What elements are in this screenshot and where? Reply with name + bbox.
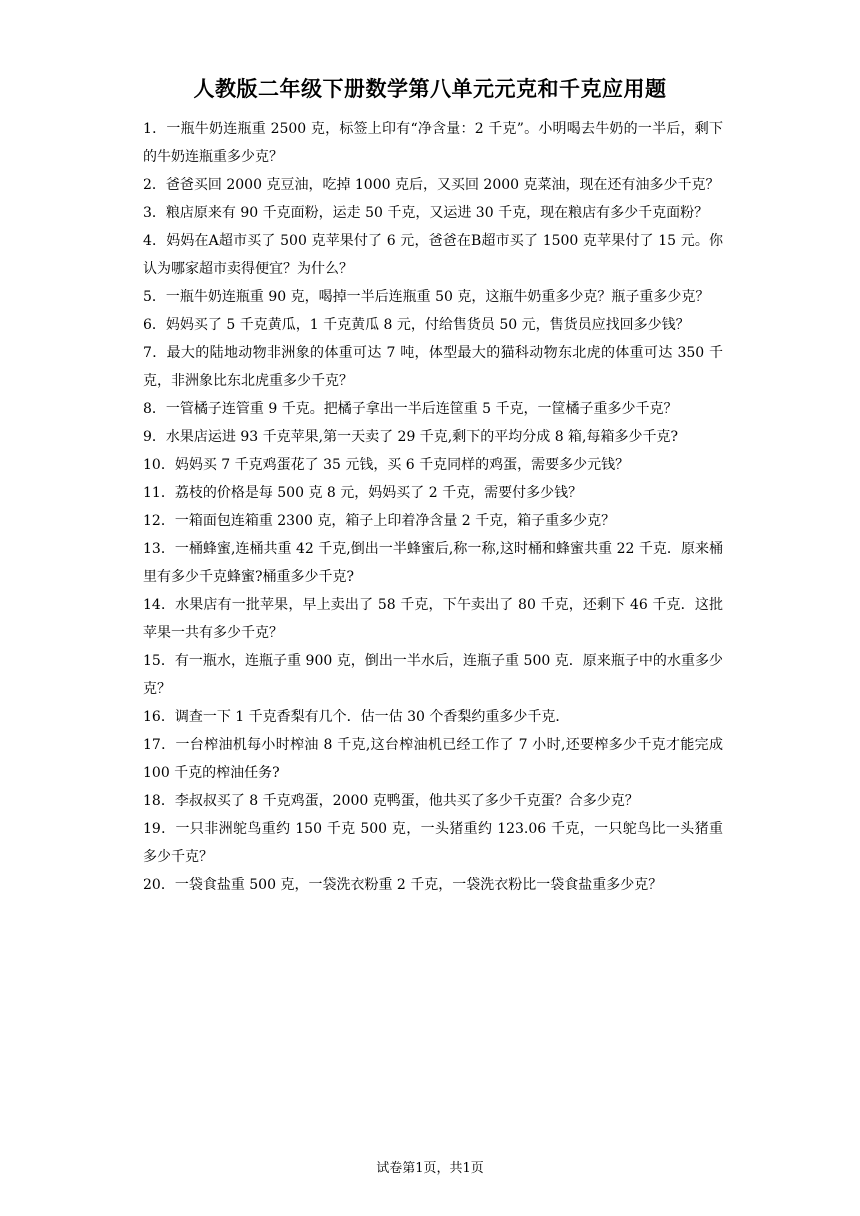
question-number: 4． bbox=[143, 233, 167, 249]
question-text: 李叔叔买了 8 千克鸡蛋，2000 克鸭蛋，他共买了多少千克蛋？合多少克？ bbox=[174, 793, 639, 809]
question-number: 16． bbox=[143, 709, 175, 725]
question-item bbox=[143, 395, 723, 423]
question-item bbox=[143, 451, 723, 479]
question-text: 水果店有一批苹果，早上卖出了 58 千克，下午卖出了 80 千克，还剩下 46 千克．这批苹果一共有多少千克？ bbox=[143, 597, 723, 641]
question-item bbox=[143, 815, 723, 871]
question-item bbox=[143, 787, 723, 815]
question-text: 调查一下 1 千克香梨有几个．估一估 30 个香梨约重多少千克． bbox=[174, 709, 570, 725]
question-item bbox=[143, 171, 723, 199]
page-footer: 试卷第1页，共1页 bbox=[376, 1161, 484, 1176]
question-number: 19． bbox=[143, 821, 176, 837]
question-text: 一桶蜂蜜,连桶共重 42 千克,倒出一半蜂蜜后,称一称,这时桶和蜂蜜共重 22 千克．原来桶里有多少千克蜂蜜?桶重多少千克? bbox=[143, 541, 723, 585]
question-text: 粮店原来有 90 千克面粉，运走 50 千克，又运进 30 千克，现在粮店有多少千克面粉？ bbox=[165, 205, 709, 221]
question-item bbox=[143, 591, 723, 647]
document-title: 人教版二年级下册数学第八单元元克和千克应用题 bbox=[193, 77, 667, 101]
question-item bbox=[143, 731, 723, 787]
question-item bbox=[143, 227, 723, 283]
question-text: 一箱面包连箱重 2300 克，箱子上印着净含量 2 千克，箱子重多少克？ bbox=[174, 513, 616, 529]
question-text: 一袋食盐重 500 克，一袋洗衣粉重 2 千克，一袋洗衣粉比一袋食盐重多少克？ bbox=[174, 877, 663, 893]
question-number: 12． bbox=[143, 513, 175, 529]
question-text: 妈妈买了 5 千克黄瓜，1 千克黄瓜 8 元，付给售货员 50 元，售货员应找回多少钱？ bbox=[165, 317, 690, 333]
question-number: 18． bbox=[143, 793, 175, 809]
question-number: 5． bbox=[143, 289, 166, 305]
question-number: 13． bbox=[143, 541, 175, 557]
question-number: 11． bbox=[143, 485, 175, 501]
question-number: 6． bbox=[143, 317, 166, 333]
question-number: 9． bbox=[143, 429, 166, 445]
question-number: 1． bbox=[143, 121, 167, 137]
question-item bbox=[143, 199, 723, 227]
question-number: 14． bbox=[143, 597, 176, 613]
question-text: 妈妈在A超市买了 500 克苹果付了 6 元，爸爸在B超市买了 1500 克苹果付了 15 元。你认为哪家超市卖得便宜？为什么？ bbox=[143, 233, 723, 277]
question-item bbox=[143, 283, 723, 311]
question-text: 水果店运进 93 千克苹果,第一天卖了 29 千克,剩下的平均分成 8 箱,每箱多少千克? bbox=[165, 429, 679, 445]
question-item bbox=[143, 339, 723, 395]
question-text: 一瓶牛奶连瓶重 2500 克，标签上印有“净含量：2 千克”。小明喝去牛奶的一半后，剩下的牛奶连瓶重多少克？ bbox=[143, 121, 723, 165]
question-text: 荔枝的价格是每 500 克 8 元，妈妈买了 2 千克，需要付多少钱？ bbox=[174, 485, 583, 501]
question-number: 15． bbox=[143, 653, 175, 669]
question-number: 17． bbox=[143, 737, 176, 753]
question-item bbox=[143, 311, 723, 339]
question-number: 2． bbox=[143, 177, 166, 193]
question-number: 3． bbox=[143, 205, 166, 221]
question-item bbox=[143, 647, 723, 703]
question-item bbox=[143, 479, 723, 507]
question-text: 一管橘子连管重 9 千克。把橘子拿出一半后连筐重 5 千克，一筐橘子重多少千克？ bbox=[165, 401, 678, 417]
question-item bbox=[143, 871, 723, 899]
question-text: 妈妈买 7 千克鸡蛋花了 35 元钱，买 6 千克同样的鸡蛋，需要多少元钱？ bbox=[174, 457, 630, 473]
question-item bbox=[143, 535, 723, 591]
question-text: 一台榨油机每小时榨油 8 千克,这台榨油机已经工作了 7 小时,还要榨多少千克才能完成 100 千克的榨油任务? bbox=[143, 737, 723, 781]
question-text: 最大的陆地动物非洲象的体重可达 7 吨，体型最大的猫科动物东北虎的体重可达 350 千克，非洲象比东北虎重多少千克？ bbox=[143, 345, 723, 389]
question-number: 8． bbox=[143, 401, 166, 417]
question-text: 一只非洲鸵鸟重约 150 千克 500 克，一头猪重约 123.06 千克，一只鸵鸟比一头猪重多少千克？ bbox=[143, 821, 723, 865]
question-item bbox=[143, 115, 723, 171]
question-item bbox=[143, 703, 723, 731]
question-number: 10． bbox=[143, 457, 175, 473]
question-item bbox=[143, 507, 723, 535]
question-number: 7． bbox=[143, 345, 167, 361]
question-item bbox=[143, 423, 723, 451]
question-text: 一瓶牛奶连瓶重 90 克，喝掉一半后连瓶重 50 克，这瓶牛奶重多少克？瓶子重多少克？ bbox=[165, 289, 710, 305]
question-list bbox=[143, 115, 723, 899]
question-number: 20． bbox=[143, 877, 175, 893]
question-text: 爸爸买回 2000 克豆油，吃掉 1000 克后，又买回 2000 克菜油，现在还有油多少千克？ bbox=[165, 177, 720, 193]
question-text: 有一瓶水，连瓶子重 900 克，倒出一半水后，连瓶子重 500 克．原来瓶子中的水重多少克？ bbox=[143, 653, 723, 697]
